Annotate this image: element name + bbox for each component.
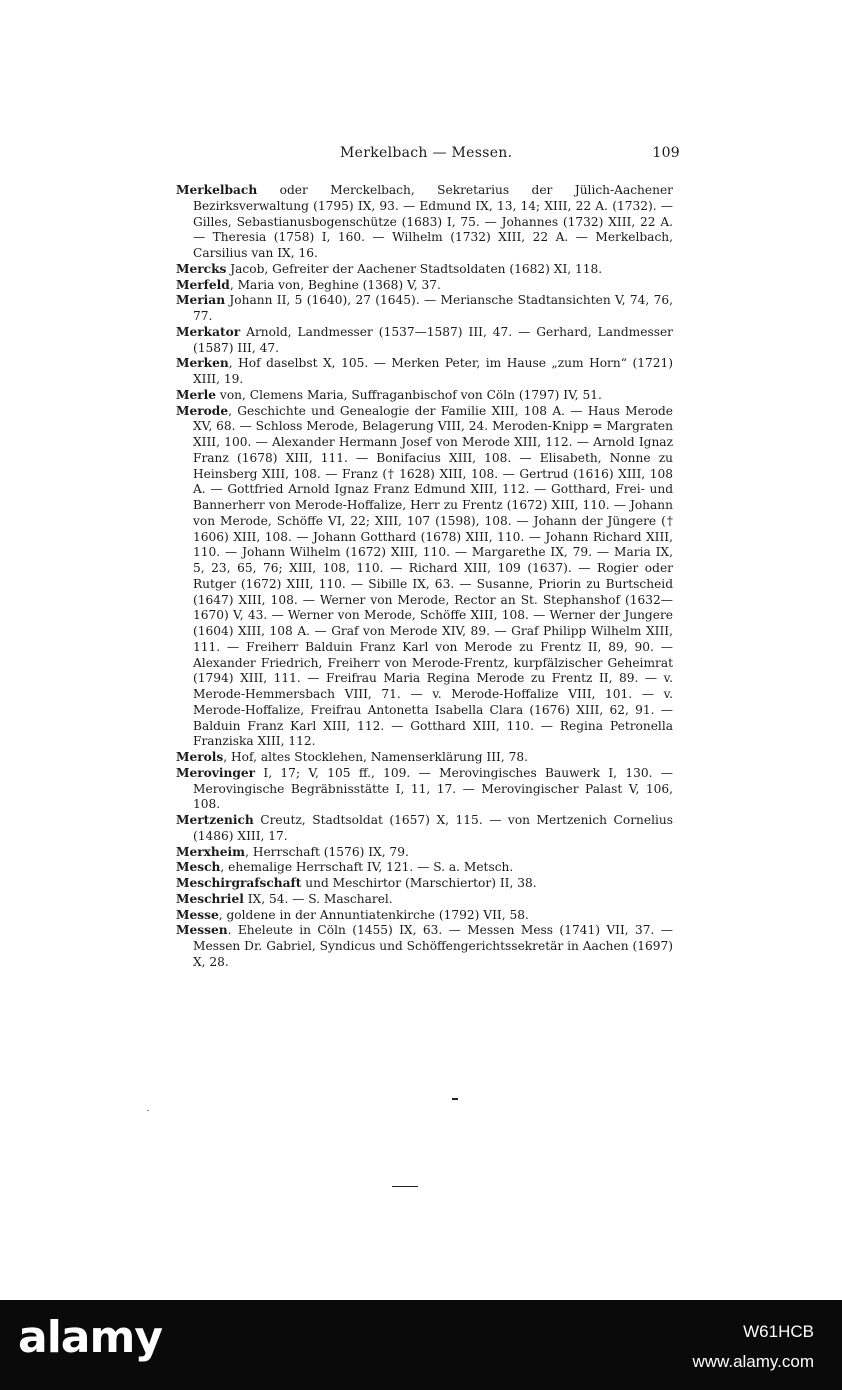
entry-headword: Merode	[176, 403, 229, 418]
index-entry	[176, 845, 673, 861]
index-entry	[176, 813, 673, 845]
index-entry	[176, 293, 673, 325]
index-entry	[176, 183, 673, 262]
index-entry	[176, 356, 673, 388]
index-entry	[176, 892, 673, 908]
entry-text: , ehemalige Herrschaft IV, 121. — S. a. Metsch.	[220, 860, 514, 875]
entry-headword: Merian	[176, 293, 226, 308]
index-entry	[176, 750, 673, 766]
entry-text: von, Clemens Maria, Suffraganbischof von Cöln (1797) IV, 51.	[216, 387, 602, 402]
page-title: Merkelbach — Messen.	[340, 145, 513, 161]
entry-headword: Merxheim	[176, 844, 246, 859]
entry-headword: Messe	[176, 907, 219, 922]
entry-headword: Messen	[176, 923, 228, 938]
entry-headword: Mesch	[176, 860, 221, 875]
index-entry	[176, 876, 673, 892]
entry-text: , goldene in der Annuntiatenkirche (1792) VII, 58.	[218, 907, 529, 922]
entry-text: IX, 54. — S. Mascharel.	[243, 891, 393, 906]
entry-headword: Mercks	[176, 261, 227, 276]
entry-headword: Mertzenich	[176, 813, 254, 827]
index-entry	[176, 388, 673, 404]
page-number: 109	[652, 145, 680, 161]
index-entries	[176, 183, 673, 971]
index-entry	[176, 325, 673, 357]
index-entry	[176, 766, 673, 813]
index-entry	[176, 908, 673, 924]
entry-text: , Hof daselbst X, 105. — Merken Peter, im Hause „zum Horn“ (1721) XIII, 19.	[193, 356, 673, 386]
entry-text: oder Merckelbach, Sekretarius der Jülich-Aachener Bezirksverwaltung (1795) IX, 93. — Edmund IX, 13, 14; XIII, 22 A. (1732). — Gilles, Sebastianusbogenschütze (1683) I, 75. — Johannes (1732) XIII, 22 A. — Theresia (1758) I, 160. — Wilhelm (1732) XIII, 22 A. — Merkelbach, Carsilius van IX, 16.	[193, 183, 673, 260]
entry-headword: Merle	[176, 387, 217, 402]
index-entry	[176, 404, 673, 751]
print-mark	[452, 1098, 458, 1100]
entry-text: . Eheleute in Cöln (1455) IX, 63. — Messen Mess (1741) VII, 37. — Messen Dr. Gabriel, Syndicus und Schöffengerichtssekretär in Aachen (1697) X, 28.	[193, 923, 673, 969]
entry-headword: Merols	[176, 750, 224, 764]
entry-headword: Merovinger	[176, 765, 256, 780]
image-code: W61HCB	[743, 1322, 814, 1341]
entry-text: , Hof, altes Stocklehen, Namenserklärung III, 78.	[223, 750, 528, 764]
entry-text: Johann II, 5 (1640), 27 (1645). — Meriansche Stadtansichten V, 74, 76, 77.	[193, 293, 673, 323]
entry-text: und Meschirtor (Marschiertor) II, 38.	[301, 876, 537, 890]
entry-text: Jacob, Gefreiter der Aachener Stadtsoldaten (1682) XI, 118.	[226, 261, 603, 276]
index-entry	[176, 262, 673, 278]
entry-headword: Merken	[176, 356, 229, 371]
entry-headword: Merkelbach	[176, 183, 258, 197]
entry-text: Creutz, Stadtsoldat (1657) X, 115. — von Mertzenich Cornelius (1486) XIII, 17.	[193, 813, 673, 843]
site-url: www.alamy.com	[692, 1352, 814, 1371]
watermark-banner	[0, 1300, 842, 1390]
entry-text: , Maria von, Beghine (1368) V, 37.	[229, 277, 441, 292]
index-entry	[176, 860, 673, 876]
entry-text: Arnold, Landmesser (1537—1587) III, 47. — Gerhard, Landmesser (1587) III, 47.	[193, 324, 673, 355]
entry-headword: Merkator	[176, 324, 241, 339]
entry-headword: Meschriel	[176, 891, 244, 906]
print-speck	[147, 1110, 149, 1111]
alamy-logo: alamy	[18, 1312, 162, 1363]
entry-text: , Geschichte und Genealogie der Familie XIII, 108 A. — Haus Merode XV, 68. — Schloss Merode, Belagerung VIII, 24. Meroden-Knipp = Margraten XIII, 100. — Alexander Hermann Josef von Merode XIII, 112. — Arnold Ignaz Franz (1678) XIII, 111. — Bonifacius XIII, 108. — Elisabeth, Nonne zu Heinsberg XIII, 108. — Franz († 1628) XIII, 108. — Gertrud (1616) XIII, 108 A. — Gottfried Arnold Ignaz Franz Edmund XIII, 112. — Gotthard, Frei- und Bannerherr von Merode-Hoffalize, Herr zu Frentz (1672) XIII, 110. — Johann von Merode, Schöffe VI, 22; XIII, 107 (1598), 108. — Johann der Jüngere († 1606) XIII, 108. — Johann Gotthard (1678) XIII, 110. — Johann Richard XIII, 110. — Johann Wilhelm (1672) XIII, 110. — Margarethe IX, 79. — Maria IX, 5, 23, 65, 76; XIII, 108, 110. — Richard XIII, 109 (1637). — Rogier oder Rutger (1672) XIII, 110. — Sibille IX, 63. — Susanne, Priorin zu Burtscheid (1647) XIII, 108. — Werner von Merode, Rector an St. Stephanshof (1632—1670) V, 43. — Werner von Merode, Schöffe XIII, 108. — Werner der Jungere (1604) XIII, 108 A. — Graf von Merode XIV, 89. — Graf Philipp Wilhelm XIII, 111. — Freiherr Balduin Franz Karl von Merode zu Frentz II, 89, 90. — Alexander Friedrich, Freiherr von Merode-Frentz, kurpfälzischer Geheimrat (1794) XIII, 111. — Freifrau Maria Regina Merode zu Frentz II, 89. — v. Merode-Hemmersbach VIII, 71. — v. Merode-Hoffalize VIII, 101. — v. Merode-Hoffalize, Freifrau Antonetta Isabella Clara (1676) XIII, 62, 91. — Balduin Franz Karl XIII, 112. — Gotthard XIII, 110. — Regina Petronella Franziska XIII, 112.	[193, 403, 673, 749]
entry-headword: Merfeld	[176, 277, 230, 292]
page-end-rule	[392, 1186, 418, 1187]
entry-headword: Meschirgrafschaft	[176, 876, 302, 890]
index-entry	[176, 278, 673, 294]
entry-text: , Herrschaft (1576) IX, 79.	[245, 844, 409, 859]
entry-text: I, 17; V, 105 ff., 109. — Merovingisches Bauwerk I, 130. — Merovingische Begräbnisstätte I, 11, 17. — Merovingischer Palast V, 106, 108.	[193, 765, 673, 812]
index-entry	[176, 923, 673, 970]
